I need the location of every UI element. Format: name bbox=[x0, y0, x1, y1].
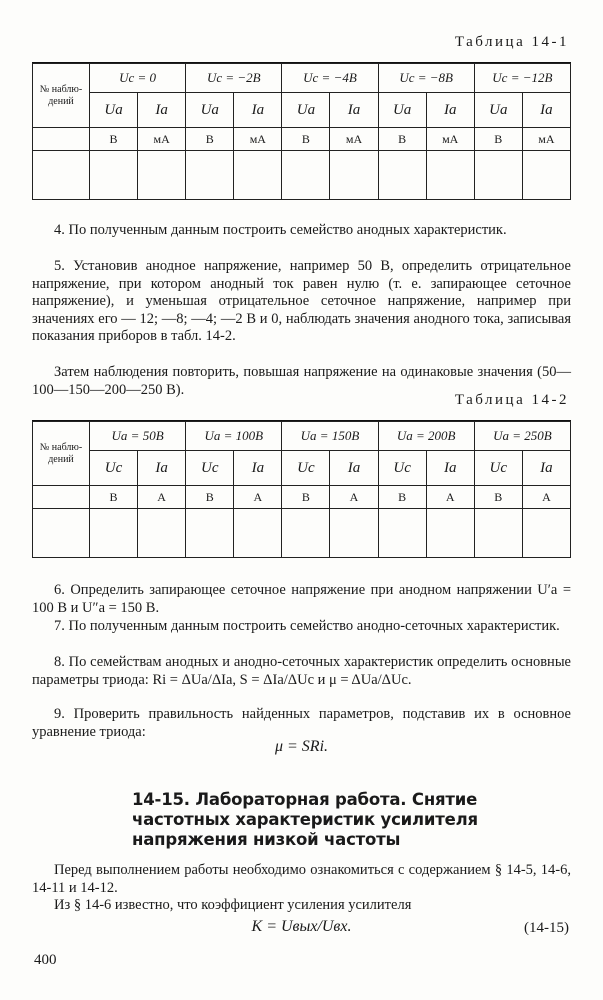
table1-unit: В bbox=[186, 128, 234, 151]
equation-number: (14-15) bbox=[524, 920, 569, 936]
table1-sub-header: Ia bbox=[330, 93, 378, 128]
table1-unit: В bbox=[90, 128, 138, 151]
table1-sub-header: Ia bbox=[234, 93, 282, 128]
table1-cell bbox=[378, 151, 426, 200]
table2-sub-header: Uc bbox=[474, 451, 522, 486]
triode-equation: μ = SRi. bbox=[274, 738, 329, 755]
table1-unit: мА bbox=[138, 128, 186, 151]
table2-sub-header: Uc bbox=[186, 451, 234, 486]
table2-group: Ua = 200В bbox=[378, 422, 474, 451]
table1-group: Uc = −2В bbox=[186, 64, 282, 93]
table2-group: Ua = 150В bbox=[282, 422, 378, 451]
table2-cell bbox=[90, 509, 138, 558]
table2-cell bbox=[330, 509, 378, 558]
paragraph-step-5: 5. Установив анодное напряжение, например 50 В, определить отрицательное напряжение, при котором анодный ток равен нулю (т. е. запирающее сеточное напряжение), и уменьшая отрицательное сеточное напряжение, например при значениях его — 12; —8; —4; —2 В и 0, наблюдать значения анодного тока, записывая показания приборов в табл. 14-2. bbox=[32, 258, 571, 344]
table1-sub-header: Ua bbox=[186, 93, 234, 128]
table1-cell bbox=[426, 151, 474, 200]
table2-group: Ua = 100В bbox=[186, 422, 282, 451]
table2-cell bbox=[33, 509, 90, 558]
table2-sub-header: Ia bbox=[330, 451, 378, 486]
table1-group: Uc = −8В bbox=[378, 64, 474, 93]
table2-unit-blank bbox=[33, 486, 90, 509]
paragraph-step-6: 6. Определить запирающее сеточное напряжение при анодном напряжении U′a = 100 В и U″a = 150 В. bbox=[32, 582, 571, 616]
table2-sub-header: Uc bbox=[90, 451, 138, 486]
table2-unit: В bbox=[474, 486, 522, 509]
table1-unit: мА bbox=[330, 128, 378, 151]
table2 bbox=[32, 421, 571, 558]
table1-sub-header: Ia bbox=[522, 93, 570, 128]
table2-unit: А bbox=[522, 486, 570, 509]
table1-unit: В bbox=[378, 128, 426, 151]
table1-cell bbox=[90, 151, 138, 200]
table2-cell bbox=[234, 509, 282, 558]
paragraph-intro: Перед выполнением работы необходимо ознакомиться с содержанием § 14-5, 14-6, 14-11 и 14-12. bbox=[32, 862, 571, 896]
table2-unit: А bbox=[426, 486, 474, 509]
table2-sub-header: Ia bbox=[522, 451, 570, 486]
table2-sub-header: Ia bbox=[426, 451, 474, 486]
table1-cell bbox=[282, 151, 330, 200]
table2-cell bbox=[138, 509, 186, 558]
table2-unit: А bbox=[234, 486, 282, 509]
table1-cell bbox=[33, 151, 90, 200]
page-number: 400 bbox=[34, 952, 57, 968]
table1-cell bbox=[522, 151, 570, 200]
table1-caption: Таблица 14-1 bbox=[454, 34, 569, 50]
table1-group: Uc = −4В bbox=[282, 64, 378, 93]
table2-group: Ua = 50В bbox=[90, 422, 186, 451]
table1-sub-header: Ia bbox=[138, 93, 186, 128]
table2-unit: А bbox=[138, 486, 186, 509]
table2-unit: В bbox=[282, 486, 330, 509]
table1-unit: мА bbox=[234, 128, 282, 151]
table2-unit: В bbox=[186, 486, 234, 509]
table2-sub-header: Uc bbox=[282, 451, 330, 486]
table2-cell bbox=[186, 509, 234, 558]
table2-cell bbox=[474, 509, 522, 558]
table2-group: Ua = 250В bbox=[474, 422, 570, 451]
table1-unit: В bbox=[474, 128, 522, 151]
gain-formula: K = Uвых/Uвх. bbox=[251, 918, 352, 935]
table1-sub-header: Ua bbox=[474, 93, 522, 128]
table2-cell bbox=[426, 509, 474, 558]
table2-sub-header: Ia bbox=[138, 451, 186, 486]
table1-cell bbox=[186, 151, 234, 200]
table2-unit: В bbox=[90, 486, 138, 509]
paragraph-repeat: Затем наблюдения повторить, повышая напряжение на одинаковые значения (50—100—150—200—250 В). bbox=[32, 364, 571, 398]
paragraph-gain: Из § 14-6 известно, что коэффициент усиления усилителя bbox=[54, 897, 412, 913]
paragraph-step-7: 7. По полученным данным построить семейство анодно-сеточных характеристик. bbox=[54, 618, 560, 634]
table1 bbox=[32, 63, 571, 200]
table2-unit: А bbox=[330, 486, 378, 509]
table1-unit: мА bbox=[522, 128, 570, 151]
table1-cell bbox=[234, 151, 282, 200]
table2-cell bbox=[282, 509, 330, 558]
table2-sub-header: Uc bbox=[378, 451, 426, 486]
table2-cell bbox=[378, 509, 426, 558]
table2-sub-header: Ia bbox=[234, 451, 282, 486]
table1-cell bbox=[474, 151, 522, 200]
table1-unit: В bbox=[282, 128, 330, 151]
paragraph-step-4: 4. По полученным данным построить семейство анодных характеристик. bbox=[54, 222, 507, 238]
table1-cell bbox=[330, 151, 378, 200]
paragraph-step-9: 9. Проверить правильность найденных параметров, подставив их в основное уравнение триода: bbox=[32, 706, 571, 740]
table2-cell bbox=[522, 509, 570, 558]
table1-sub-header: Ua bbox=[90, 93, 138, 128]
table2-caption: Таблица 14-2 bbox=[454, 392, 569, 408]
table1-sub-header: Ua bbox=[282, 93, 330, 128]
table2-unit: В bbox=[378, 486, 426, 509]
table1-group: Uc = 0 bbox=[90, 64, 186, 93]
paragraph-step-8: 8. По семействам анодных и анодно-сеточных характеристик определить основные параметры триода: Ri = ΔUa/ΔIa, S = ΔIa/ΔUc и μ = ΔUa/ΔUc. bbox=[32, 654, 571, 688]
table1-row-header: № наблю- дений bbox=[33, 64, 90, 128]
table1-sub-header: Ia bbox=[426, 93, 474, 128]
table2-row-header: № наблю- дений bbox=[33, 422, 90, 486]
table1-unit: мА bbox=[426, 128, 474, 151]
table1-sub-header: Ua bbox=[378, 93, 426, 128]
table1-unit-blank bbox=[33, 128, 90, 151]
section-heading: 14-15. Лабораторная работа. Снятие частотных характеристик усилителя напряжения низкой частоты bbox=[132, 790, 478, 849]
table1-group: Uc = −12В bbox=[474, 64, 570, 93]
table1-cell bbox=[138, 151, 186, 200]
